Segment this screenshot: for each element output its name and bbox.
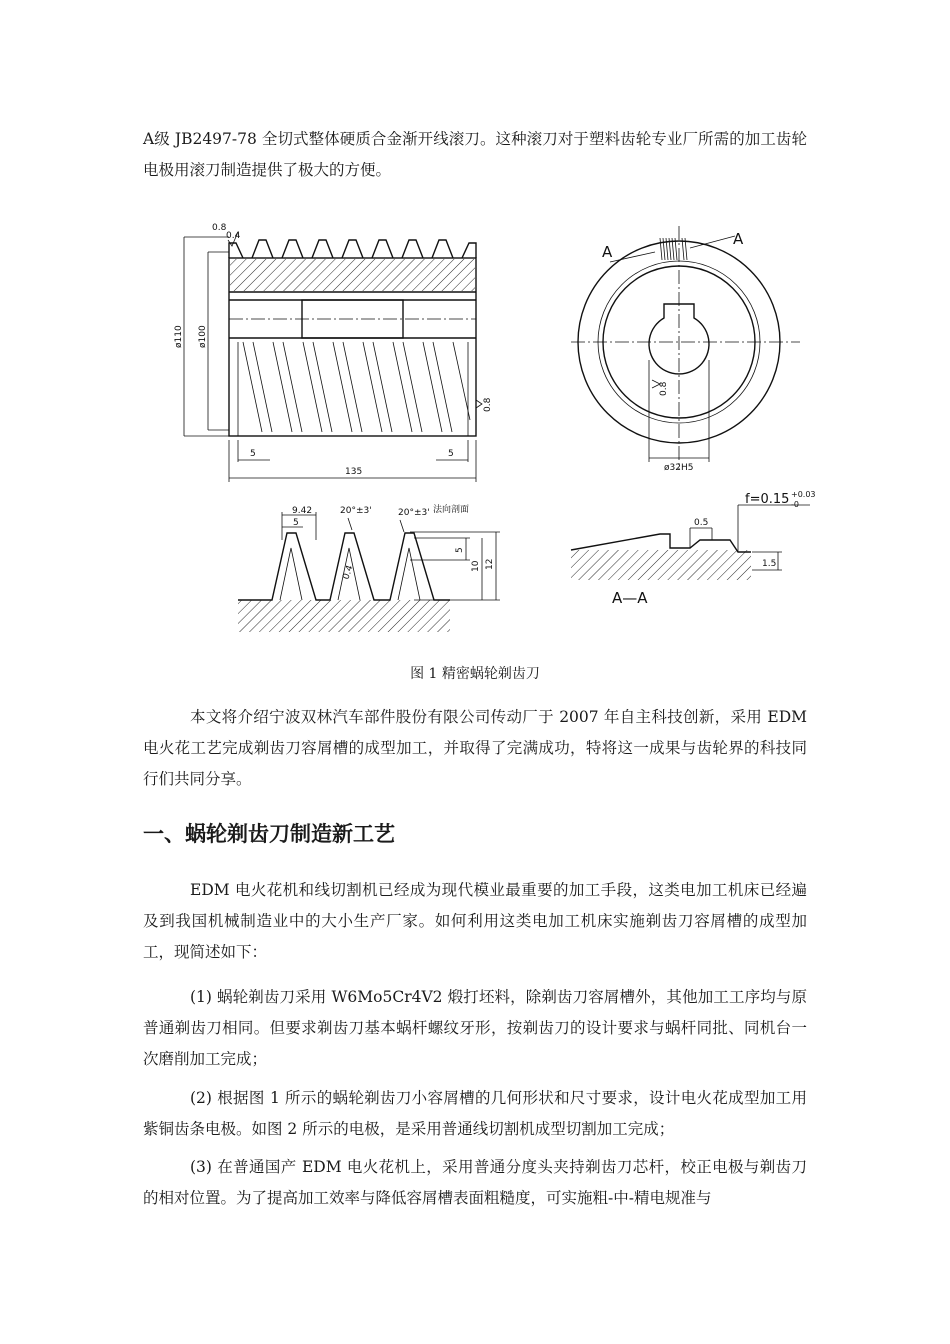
dim-0-5: 0.5 (694, 518, 709, 528)
section-label-a-right: A (733, 230, 744, 248)
dim-f-tolerance-lower: -0 (791, 500, 799, 509)
dim-5-top: 5 (293, 518, 299, 528)
roughness-08-top: 0.8 (212, 223, 227, 233)
roughness-08-bore: 0.8 (659, 381, 669, 396)
cutter-end-view (571, 226, 800, 473)
figure-shaving-cutter-drawing (0, 0, 950, 660)
dim-f-tolerance: f=0.15 (745, 492, 790, 507)
section-a-a (571, 490, 816, 607)
dim-5-height: 5 (455, 547, 465, 553)
section-heading: 一、蜗轮剃齿刀制造新工艺 (143, 822, 395, 846)
paragraph-step-1: (1) 蜗轮剃齿刀采用 W6Mo5Cr4V2 煅打坯料，除剃齿刀容屑槽外，其他加工工序均与原普通剃齿刀相同。但要求剃齿刀基本蜗杆螺纹牙形，按剃齿刀的设计要求与蜗杆同批、同机台一次磨削加工完成； (143, 988, 807, 1068)
dim-bore-32h5: ø32H5 (664, 463, 694, 473)
roughness-04-tooth: 0.4 (341, 564, 356, 582)
dim-angle-1: 20°±3' (340, 506, 372, 516)
paragraph-step-2: (2) 根据图 1 所示的蜗轮剃齿刀小容屑槽的几何形状和尺寸要求，设计电火花成型加工用紫铜齿条电极。如图 2 所示的电极，是采用普通线切割机成型切割加工完成； (143, 1089, 807, 1138)
dim-angle-2: 20°±3' (398, 508, 430, 518)
dim-10-height: 10 (471, 560, 481, 572)
tooth-normal-section (238, 503, 500, 632)
paragraph-hob-description: A级 JB2497-78 全切式整体硬质合金渐开线滚刀。这种滚刀对于塑料齿轮专业厂所需的加工齿轮电极用滚刀制造提供了极大的方便。 (143, 130, 807, 179)
figure-caption: 图 1 精密蜗轮剃齿刀 (410, 666, 540, 682)
dim-5-right: 5 (448, 449, 454, 459)
dim-f-tolerance-upper: +0.03 (791, 490, 816, 499)
dim-d100: ø100 (198, 325, 208, 348)
label-normal-section: 法向剖面 (433, 505, 470, 515)
dim-12-height: 12 (485, 558, 495, 570)
roughness-04-top: 0.4 (226, 231, 241, 241)
section-label-a-a: A—A (612, 589, 648, 607)
cutter-side-view (174, 223, 493, 482)
dim-length-135: 135 (345, 467, 363, 477)
paragraph-introduction: 本文将介绍宁波双林汽车部件股份有限公司传动厂于 2007 年自主科技创新，采用 EDM 电火花工艺完成剃齿刀容屑槽的成型加工，并取得了完满成功，特将这一成果与齿轮界的科技同行们共同分享。 (143, 708, 807, 788)
paragraph-step-3: (3) 在普通国产 EDM 电火花机上，采用普通分度头夹持剃齿刀芯杆，校正电极与剃齿刀的相对位置。为了提高加工效率与降低容屑槽表面粗糙度，可实施粗-中-精电规准与 (143, 1158, 807, 1207)
paragraph-edm-overview: EDM 电火花机和线切割机已经成为现代模业最重要的加工手段，这类电加工机床已经遍及到我国机械制造业中的大小生产厂家。如何利用这类电加工机床实施剃齿刀容屑槽的成型加工，现简述如下： (143, 881, 807, 961)
roughness-08-right: 0.8 (483, 397, 493, 412)
dim-1-5: 1.5 (762, 559, 777, 569)
dim-5-left: 5 (250, 449, 256, 459)
section-label-a-left: A (602, 243, 613, 261)
dim-d110: ø110 (174, 325, 184, 348)
dim-9-42: 9.42 (292, 506, 313, 516)
